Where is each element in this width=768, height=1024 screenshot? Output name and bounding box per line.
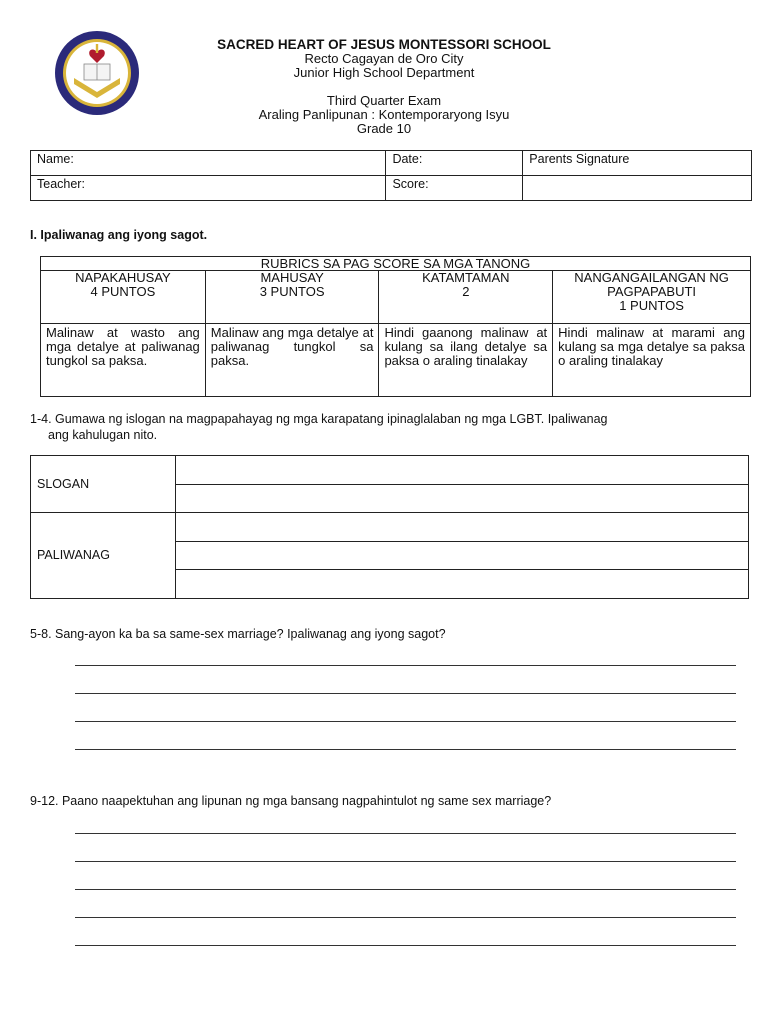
signature-blank-cell[interactable]	[523, 176, 752, 201]
rubric-level-3	[205, 271, 379, 324]
slogan-answer-line[interactable]	[176, 484, 749, 513]
slogan-label: SLOGAN	[31, 456, 176, 513]
rubric-level-2	[379, 271, 553, 324]
date-field[interactable]: Date:	[386, 151, 523, 176]
question-9-12: 9-12. Paano naapektuhan ang lipunan ng mga bansang nagpahintulot ng same sex marriage?	[30, 794, 552, 808]
school-seal-logo	[54, 30, 140, 116]
rubric-description-3: Malinaw ang mga detalye at paliwanag tungkol sa paksa.	[205, 324, 379, 397]
question-1-4	[30, 411, 607, 443]
rubric-level-name: KATAMTAMAN	[422, 270, 510, 285]
rubric-level-points: 3 PUNTOS	[259, 284, 325, 299]
paliwanag-label: PALIWANAG	[31, 513, 176, 599]
paliwanag-answer-line[interactable]	[176, 541, 749, 570]
slogan-answer-line[interactable]	[176, 456, 749, 485]
rubric-table	[40, 256, 751, 397]
name-field[interactable]: Name:	[31, 151, 386, 176]
parents-signature-field[interactable]: Parents Signature	[523, 151, 752, 176]
answer-line[interactable]	[75, 721, 736, 722]
rubric-description-2: Hindi gaanong malinaw at kulang sa ilang detalye sa paksa o araling tinalakay	[379, 324, 553, 397]
rubric-level-name: MAHUSAY	[260, 270, 324, 285]
rubric-title: RUBRICS SA PAG SCORE SA MGA TANONG	[41, 257, 751, 271]
question-text-continued: ang kahulugan nito.	[48, 428, 158, 442]
subject: Araling Panlipunan : Kontemporaryong Isyu	[258, 107, 510, 122]
answer-line[interactable]	[75, 945, 736, 946]
answer-line[interactable]	[75, 861, 736, 862]
school-name: SACRED HEART OF JESUS MONTESSORI SCHOOL	[217, 37, 551, 52]
rubric-level-1	[553, 271, 751, 324]
section-title: I. Ipaliwanag ang iyong sagot.	[30, 228, 208, 242]
rubric-description-1: Hindi malinaw at marami ang kulang sa mga detalye sa paksa o araling tinalakay	[553, 324, 751, 397]
grade-level: Grade 10	[356, 121, 412, 136]
score-field[interactable]: Score:	[386, 176, 523, 201]
answer-line[interactable]	[75, 833, 736, 834]
answer-line[interactable]	[75, 693, 736, 694]
rubric-description-4: Malinaw at wasto ang mga detalye at paliwanag tungkol sa paksa.	[41, 324, 206, 397]
rubric-level-4	[41, 271, 206, 324]
answer-line[interactable]	[75, 665, 736, 666]
paliwanag-answer-line[interactable]	[176, 513, 749, 542]
question-text: 1-4. Gumawa ng islogan na magpapahayag ng mga karapatang ipinaglalaban ng mga LGBT. Ipaliwanag	[30, 412, 608, 426]
exam-title: Third Quarter Exam	[326, 93, 442, 108]
document-header	[184, 38, 584, 136]
rubric-level-name: NAPAKAHUSAY	[75, 270, 171, 285]
rubric-level-points: 1 PUNTOS	[619, 298, 684, 313]
student-info-table	[30, 150, 752, 201]
question-5-8: 5-8. Sang-ayon ka ba sa same-sex marriage? Ipaliwanag ang iyong sagot?	[30, 627, 446, 641]
school-address: Recto Cagayan de Oro City	[304, 51, 464, 66]
slogan-table	[30, 455, 749, 599]
rubric-level-name: NANGANGAILANGAN NG PAGPAPABUTI	[574, 270, 729, 299]
paliwanag-answer-line[interactable]	[176, 570, 749, 599]
rubric-level-points: 2	[462, 284, 470, 299]
answer-line[interactable]	[75, 917, 736, 918]
department: Junior High School Department	[293, 65, 475, 80]
answer-line[interactable]	[75, 749, 736, 750]
answer-line[interactable]	[75, 889, 736, 890]
rubric-level-points: 4 PUNTOS	[90, 284, 156, 299]
teacher-field[interactable]: Teacher:	[31, 176, 386, 201]
